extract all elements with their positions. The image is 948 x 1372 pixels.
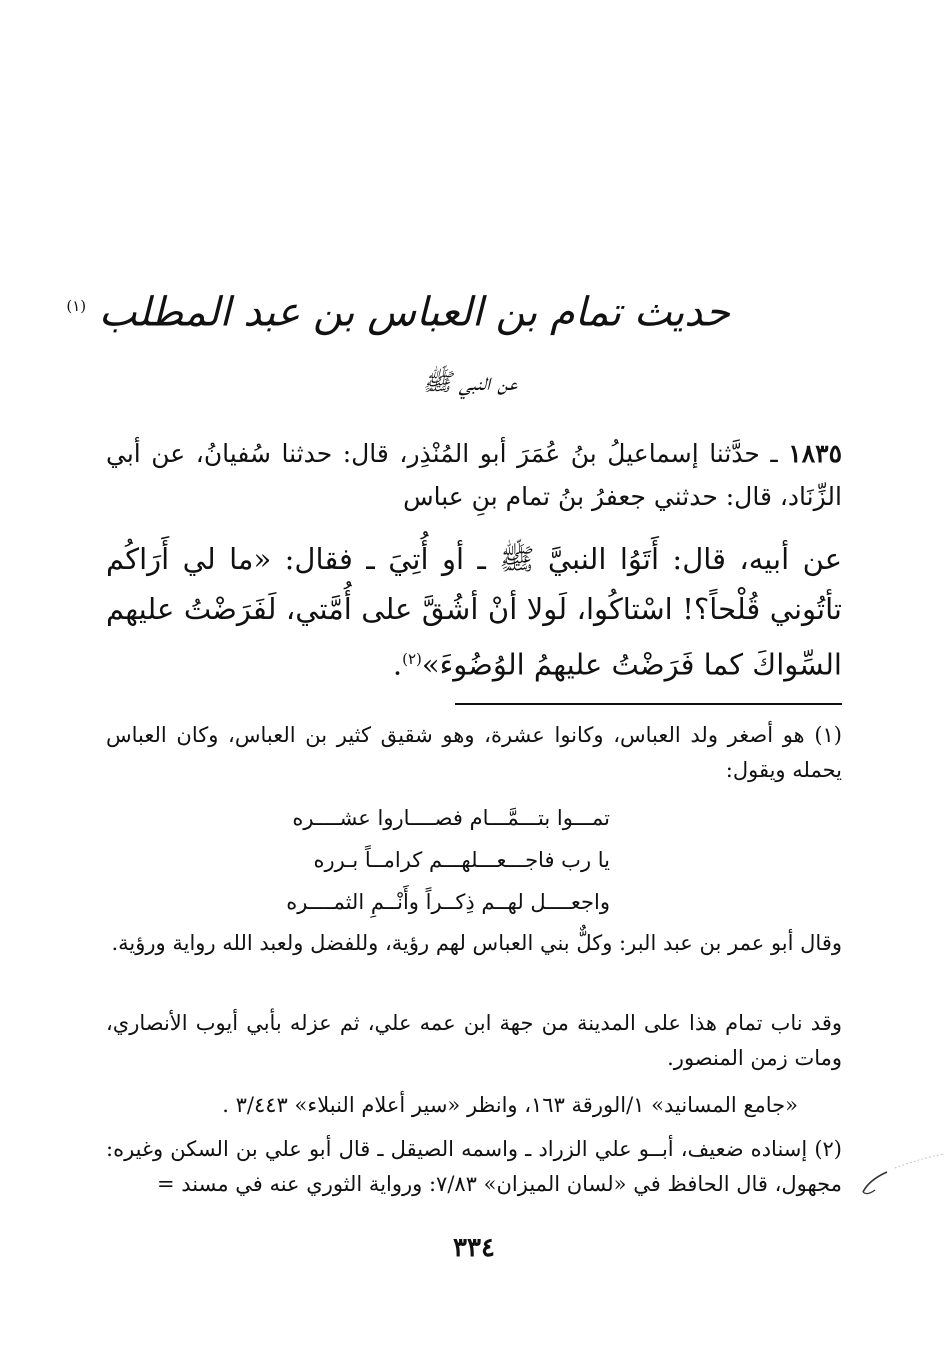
footnote-1-references: «جامع المسانيد» ١/الورقة ١٦٣، وانظر «سير أعلام النبلاء» ٣/٤٤٣ .: [222, 1093, 798, 1117]
poem-line-3: واجعــــل لهــم ذِكــراً وأَنْــمِ الثمــــره: [286, 890, 610, 914]
footnote-1-madinah: وقد ناب تمام هذا على المدينة من جهة ابن عمه علي، ثم عزله بأبي أيوب الأنصاري، ومات زمن المنصور.: [106, 1011, 842, 1070]
footnote-1-intro: (١) هو أصغر ولد العباس، وكانوا عشرة، وهو شقيق كثير بن العباس، وكان العباس يحمله ويقول:: [106, 723, 842, 782]
poem-line-2: يا رب فاجـــعـــلهـــم كرامــاً بـرره: [313, 848, 610, 872]
hadith-matn-end: .: [392, 647, 403, 682]
margin-pencil-mark: [855, 1150, 945, 1210]
chapter-heading-footnote-ref: (١): [66, 297, 87, 315]
poem-line-1: تمـــوا بتـــمَّـــام فصــــاروا عشــــره: [292, 806, 610, 830]
footnote-1-ibn-abd-al-barr: وقال أبو عمر بن عبد البر: وكلٌّ بني العباس لهم رؤية، وللفضل ولعبد الله رواية ورؤية.: [111, 931, 842, 955]
hadith-matn-footnote-ref: (٢): [402, 650, 422, 668]
hadith-matn: [106, 534, 842, 690]
chapter-subheading: عن النبي ﷺ: [422, 368, 518, 396]
hadith-isnad-text: ـ حدَّثنا إسماعيلُ بنُ عُمَرَ أبو المُنْذِر، قال: حدثنا سُفيانُ، عن أبي الزِّنَاد، قال: حدثني جعفرُ بنُ تمام بنِ عباس: [106, 439, 842, 511]
chapter-heading-text: حديث تمام بن العباس بن عبد المطلب: [98, 289, 730, 336]
footnote-2: (٢) إسناده ضعيف، أبــو علي الزراد ـ واسمه الصيقل ـ قال أبو علي بن السكن وغيره: مجهول، قال الحافظ في «لسان الميزان» ٧/٨٣: ورواية الثوري عنه في مسند =: [106, 1137, 842, 1196]
page-number: ٣٣٤: [453, 1233, 495, 1263]
footnote-separator: [455, 703, 842, 705]
chapter-heading: [66, 276, 730, 342]
hadith-isnad: [106, 432, 842, 518]
hadith-number: ١٨٣٥: [788, 439, 843, 468]
hadith-matn-text: عن أبيه، قال: أَتَوُا النبيَّ ﷺ ـ أو أُتِيَ ـ فقال: «ما لي أَرَاكُم تأتُوني قُلْحاً؟! اسْتاكُوا، لَولا أنْ أشُقَّ على أُمَّتي، لَفَرَضْتُ عليهم السِّواكَ كما فَرَضْتُ عليهمُ الوُضُوءَ»: [106, 542, 842, 682]
